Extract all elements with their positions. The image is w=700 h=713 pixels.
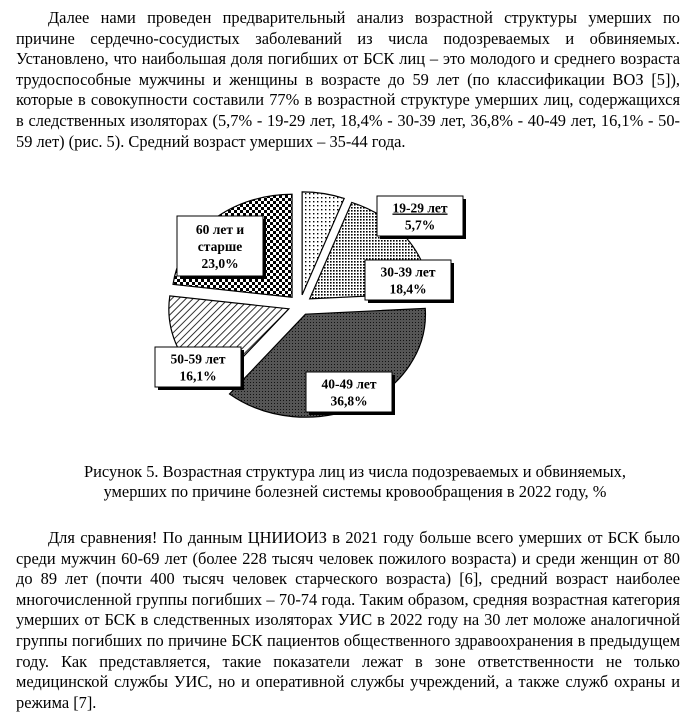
slice-value-label: 5,7% — [404, 217, 436, 233]
slice-category-label: 40-49 лет — [321, 376, 377, 392]
slice-value-label: 23,0% — [201, 256, 239, 271]
slice-category-label: старше — [197, 239, 243, 254]
slice-category-label: 19-29 лет — [392, 200, 448, 216]
slice-value-label: 36,8% — [330, 393, 368, 409]
figure-caption — [60, 462, 650, 502]
caption-line-1: Рисунок 5. Возрастная структура лиц из числа подозреваемых и обвиняемых, — [84, 462, 626, 481]
intro-paragraph: Далее нами проведен предварительный анализ возрастной структуры умерших по причине сердечно-сосудистых заболеваний из числа подозреваемых и обвиняемых. Установлено, что наибольшая доля погибших от БСК лиц – это молодого и среднего возраста трудоспособные мужчины и женщины в возрасте до 59 лет (по классификации ВОЗ [5]), которые в совокупности составили 77% в возрастной структуре умерших лиц, содержащихся в следственных изоляторах (5,7% - 19-29 лет, 18,4% - 30-39 лет, 36,8% - 40-49 лет, 16,1% - 50-59 лет) (рис. 5). Средний возраст умерших – 35-44 года. — [16, 8, 680, 151]
slice-category-label: 50-59 лет — [170, 351, 226, 367]
slice-category-label: 60 лет и — [195, 222, 245, 237]
age-structure-pie-chart — [0, 180, 700, 460]
caption-line-2: умерших по причине болезней системы кровообращения в 2022 году, % — [103, 482, 607, 501]
slice-category-label: 30-39 лет — [380, 264, 436, 280]
slice-value-label: 18,4% — [389, 281, 427, 297]
slice-value-label: 16,1% — [179, 368, 217, 384]
comparison-paragraph: Для сравнения! По данным ЦНИИОИЗ в 2021 году больше всего умерших от БСК было среди мужчин 60-69 лет (более 228 тысяч человек пожилого возраста) и среди женщин от 80 до 89 лет (почти 400 тысяч человек старческого возраста) [6], средний возраст наиболее многочисленной группы погибших – 70-74 года. Таким образом, средняя возрастная категория умерших от БСК в следственных изоляторах УИС в 2022 году на 30 лет моложе аналогичной группы погибших по причине БСК пациентов общественного здравоохранения в предыдущем году. Как представляется, такие показатели лежат в зоне ответственности не только медицинской службы УИС, но и оперативной службы учреждений, а также служб охраны и режима [7]. — [16, 528, 680, 712]
